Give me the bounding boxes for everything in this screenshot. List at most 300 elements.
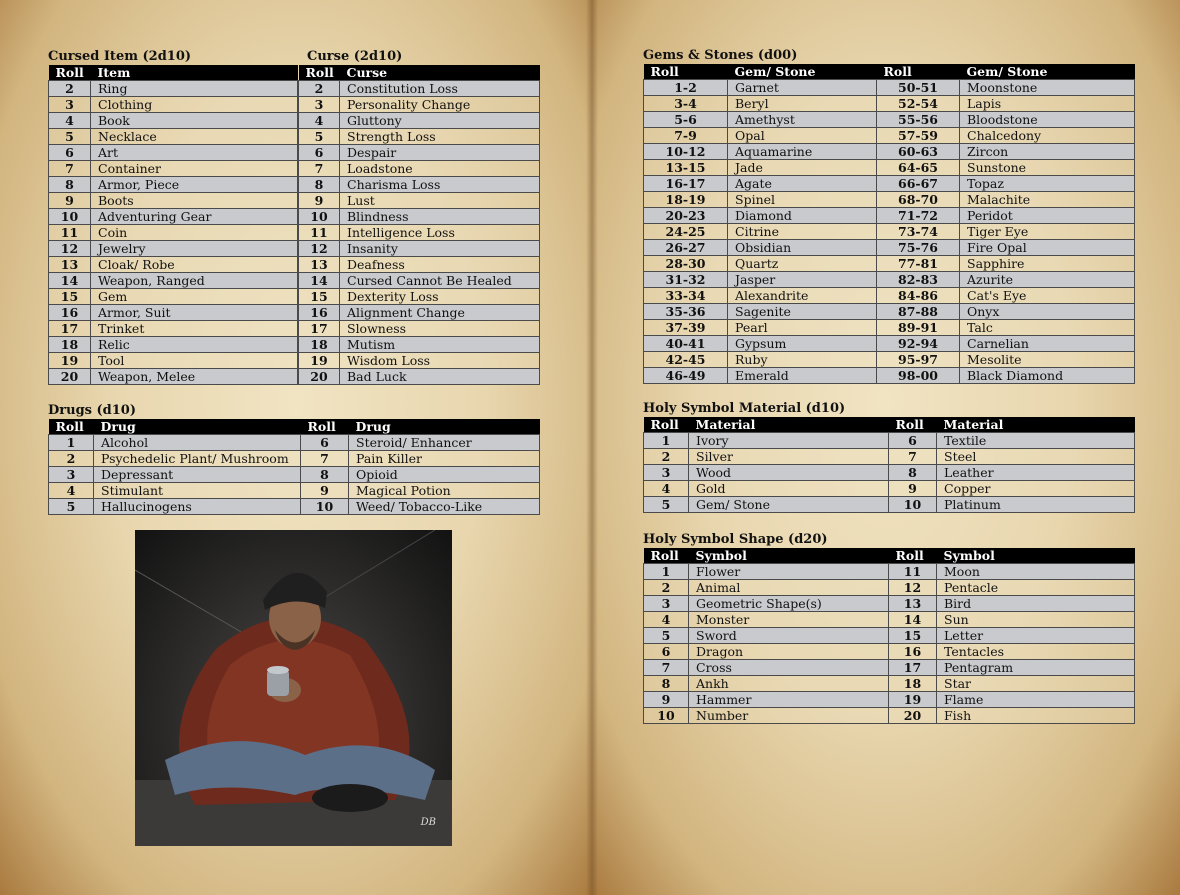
table-row xyxy=(49,177,298,193)
roll-cell: 20-23 xyxy=(644,208,728,224)
result-cell: Sunstone xyxy=(960,160,1135,176)
roll-cell: 7 xyxy=(644,660,689,676)
result-cell: Gold xyxy=(689,481,889,497)
result-cell: Insanity xyxy=(340,241,540,257)
table-row xyxy=(644,176,1135,192)
table-row xyxy=(299,369,540,385)
result-cell: Blindness xyxy=(340,209,540,225)
roll-cell: 18-19 xyxy=(644,192,728,208)
gems-table xyxy=(643,64,1135,384)
table-row xyxy=(644,96,1135,112)
cursed-item-table xyxy=(48,65,298,385)
table-row xyxy=(644,80,1135,96)
result-cell: Strength Loss xyxy=(340,129,540,145)
table-row xyxy=(299,305,540,321)
table-row xyxy=(299,97,540,113)
table-row xyxy=(49,225,298,241)
table-row xyxy=(49,209,298,225)
roll-cell: 2 xyxy=(49,451,94,467)
table-row xyxy=(299,193,540,209)
result-cell: Aquamarine xyxy=(728,144,877,160)
result-cell: Onyx xyxy=(960,304,1135,320)
result-cell: Monster xyxy=(689,612,889,628)
roll-cell: 17 xyxy=(49,321,91,337)
roll-cell: 2 xyxy=(49,81,91,97)
table-row xyxy=(644,208,1135,224)
result-cell: Beryl xyxy=(728,96,877,112)
table-row xyxy=(644,612,1135,628)
result-cell: Black Diamond xyxy=(960,368,1135,384)
result-cell: Cursed Cannot Be Healed xyxy=(340,273,540,289)
roll-cell: 20 xyxy=(299,369,340,385)
roll-cell: 14 xyxy=(889,612,937,628)
table-row xyxy=(299,161,540,177)
roll-cell: 37-39 xyxy=(644,320,728,336)
table-row xyxy=(644,449,1135,465)
column-header: Gem/ Stone xyxy=(960,64,1135,80)
result-cell: Tentacles xyxy=(937,644,1135,660)
roll-cell: 26-27 xyxy=(644,240,728,256)
column-header: Roll xyxy=(644,548,689,564)
column-header: Roll xyxy=(301,419,349,435)
result-cell: Geometric Shape(s) xyxy=(689,596,889,612)
drugs-table xyxy=(48,419,540,515)
result-cell: Adventuring Gear xyxy=(91,209,298,225)
roll-cell: 89-91 xyxy=(877,320,960,336)
table-row xyxy=(299,129,540,145)
roll-cell: 7 xyxy=(889,449,937,465)
result-cell: Flower xyxy=(689,564,889,580)
result-cell: Wood xyxy=(689,465,889,481)
roll-cell: 42-45 xyxy=(644,352,728,368)
table-header-row xyxy=(644,548,1135,564)
roll-cell: 50-51 xyxy=(877,80,960,96)
roll-cell: 66-67 xyxy=(877,176,960,192)
table-row xyxy=(299,273,540,289)
beggar-figure-illustration xyxy=(135,530,452,846)
result-cell: Carnelian xyxy=(960,336,1135,352)
roll-cell: 52-54 xyxy=(877,96,960,112)
roll-cell: 9 xyxy=(889,481,937,497)
result-cell: Weapon, Ranged xyxy=(91,273,298,289)
result-cell: Slowness xyxy=(340,321,540,337)
roll-cell: 46-49 xyxy=(644,368,728,384)
result-cell: Citrine xyxy=(728,224,877,240)
result-cell: Constitution Loss xyxy=(340,81,540,97)
result-cell: Magical Potion xyxy=(349,483,540,499)
table-row xyxy=(49,145,298,161)
illustration-beggar xyxy=(135,530,452,846)
column-header: Drug xyxy=(349,419,540,435)
result-cell: Gem/ Stone xyxy=(689,497,889,513)
result-cell: Ivory xyxy=(689,433,889,449)
roll-cell: 2 xyxy=(644,580,689,596)
result-cell: Art xyxy=(91,145,298,161)
result-cell: Weed/ Tobacco-Like xyxy=(349,499,540,515)
holy-material-title: Holy Symbol Material (d10) xyxy=(643,401,846,416)
column-header: Symbol xyxy=(937,548,1135,564)
table-row xyxy=(644,708,1135,724)
roll-cell: 10 xyxy=(299,209,340,225)
roll-cell: 3 xyxy=(299,97,340,113)
result-cell: Mutism xyxy=(340,337,540,353)
roll-cell: 17 xyxy=(889,660,937,676)
result-cell: Tiger Eye xyxy=(960,224,1135,240)
roll-cell: 19 xyxy=(49,353,91,369)
roll-cell: 9 xyxy=(301,483,349,499)
roll-cell: 7-9 xyxy=(644,128,728,144)
result-cell: Psychedelic Plant/ Mushroom xyxy=(94,451,301,467)
result-cell: Coin xyxy=(91,225,298,241)
result-cell: Leather xyxy=(937,465,1135,481)
roll-cell: 18 xyxy=(889,676,937,692)
table-row xyxy=(644,240,1135,256)
result-cell: Ring xyxy=(91,81,298,97)
roll-cell: 11 xyxy=(49,225,91,241)
table-row xyxy=(644,112,1135,128)
roll-cell: 55-56 xyxy=(877,112,960,128)
table-row xyxy=(299,209,540,225)
table-row xyxy=(644,692,1135,708)
roll-cell: 12 xyxy=(889,580,937,596)
roll-cell: 60-63 xyxy=(877,144,960,160)
table-row xyxy=(644,320,1135,336)
result-cell: Container xyxy=(91,161,298,177)
table-row xyxy=(299,337,540,353)
table-row xyxy=(49,241,298,257)
roll-cell: 3 xyxy=(49,97,91,113)
result-cell: Deafness xyxy=(340,257,540,273)
roll-cell: 18 xyxy=(49,337,91,353)
roll-cell: 10 xyxy=(49,209,91,225)
holy-shape-table xyxy=(643,548,1135,724)
table-row xyxy=(49,435,540,451)
drugs-title: Drugs (d10) xyxy=(48,403,136,418)
holy-shape-block xyxy=(643,531,1135,724)
result-cell: Gluttony xyxy=(340,113,540,129)
roll-cell: 12 xyxy=(49,241,91,257)
table-row xyxy=(49,353,298,369)
result-cell: Textile xyxy=(937,433,1135,449)
roll-cell: 95-97 xyxy=(877,352,960,368)
result-cell: Agate xyxy=(728,176,877,192)
table-row xyxy=(644,580,1135,596)
roll-cell: 13-15 xyxy=(644,160,728,176)
roll-cell: 11 xyxy=(889,564,937,580)
roll-cell: 4 xyxy=(644,612,689,628)
roll-cell: 40-41 xyxy=(644,336,728,352)
result-cell: Lapis xyxy=(960,96,1135,112)
table-row xyxy=(49,161,298,177)
table-row xyxy=(644,644,1135,660)
roll-cell: 3 xyxy=(644,596,689,612)
column-header: Roll xyxy=(889,417,937,433)
result-cell: Azurite xyxy=(960,272,1135,288)
curse-block xyxy=(298,48,540,385)
roll-cell: 14 xyxy=(49,273,91,289)
roll-cell: 7 xyxy=(301,451,349,467)
result-cell: Fire Opal xyxy=(960,240,1135,256)
table-row xyxy=(644,192,1135,208)
result-cell: Trinket xyxy=(91,321,298,337)
result-cell: Cloak/ Robe xyxy=(91,257,298,273)
result-cell: Talc xyxy=(960,320,1135,336)
roll-cell: 28-30 xyxy=(644,256,728,272)
result-cell: Stimulant xyxy=(94,483,301,499)
roll-cell: 9 xyxy=(49,193,91,209)
result-cell: Sagenite xyxy=(728,304,877,320)
table-row xyxy=(49,467,540,483)
roll-cell: 18 xyxy=(299,337,340,353)
table-row xyxy=(644,144,1135,160)
result-cell: Chalcedony xyxy=(960,128,1135,144)
table-row xyxy=(644,497,1135,513)
column-header: Gem/ Stone xyxy=(728,64,877,80)
table-header-row xyxy=(644,64,1135,80)
table-row xyxy=(644,596,1135,612)
result-cell: Cross xyxy=(689,660,889,676)
column-header: Roll xyxy=(49,65,91,81)
roll-cell: 7 xyxy=(299,161,340,177)
result-cell: Boots xyxy=(91,193,298,209)
column-header: Roll xyxy=(49,419,94,435)
table-row xyxy=(644,628,1135,644)
roll-cell: 10 xyxy=(889,497,937,513)
table-row xyxy=(644,564,1135,580)
roll-cell: 64-65 xyxy=(877,160,960,176)
result-cell: Armor, Piece xyxy=(91,177,298,193)
result-cell: Weapon, Melee xyxy=(91,369,298,385)
table-row xyxy=(644,676,1135,692)
result-cell: Gypsum xyxy=(728,336,877,352)
roll-cell: 6 xyxy=(889,433,937,449)
table-row xyxy=(644,336,1135,352)
table-row xyxy=(644,128,1135,144)
roll-cell: 68-70 xyxy=(877,192,960,208)
holy-material-block xyxy=(643,400,1135,513)
result-cell: Ankh xyxy=(689,676,889,692)
roll-cell: 16 xyxy=(299,305,340,321)
roll-cell: 15 xyxy=(49,289,91,305)
table-row xyxy=(644,272,1135,288)
result-cell: Bird xyxy=(937,596,1135,612)
table-row xyxy=(49,321,298,337)
result-cell: Steel xyxy=(937,449,1135,465)
column-header: Symbol xyxy=(689,548,889,564)
result-cell: Bloodstone xyxy=(960,112,1135,128)
result-cell: Amethyst xyxy=(728,112,877,128)
column-header: Roll xyxy=(644,417,689,433)
result-cell: Dexterity Loss xyxy=(340,289,540,305)
roll-cell: 73-74 xyxy=(877,224,960,240)
result-cell: Alignment Change xyxy=(340,305,540,321)
table-row xyxy=(49,337,298,353)
roll-cell: 9 xyxy=(299,193,340,209)
roll-cell: 5 xyxy=(49,129,91,145)
result-cell: Personality Change xyxy=(340,97,540,113)
result-cell: Book xyxy=(91,113,298,129)
result-cell: Pentagram xyxy=(937,660,1135,676)
result-cell: Platinum xyxy=(937,497,1135,513)
table-header-row xyxy=(299,65,540,81)
roll-cell: 8 xyxy=(644,676,689,692)
result-cell: Jasper xyxy=(728,272,877,288)
result-cell: Opal xyxy=(728,128,877,144)
roll-cell: 82-83 xyxy=(877,272,960,288)
roll-cell: 17 xyxy=(299,321,340,337)
result-cell: Bad Luck xyxy=(340,369,540,385)
result-cell: Spinel xyxy=(728,192,877,208)
roll-cell: 75-76 xyxy=(877,240,960,256)
roll-cell: 1 xyxy=(644,433,689,449)
roll-cell: 87-88 xyxy=(877,304,960,320)
roll-cell: 10 xyxy=(644,708,689,724)
result-cell: Letter xyxy=(937,628,1135,644)
roll-cell: 2 xyxy=(644,449,689,465)
result-cell: Alcohol xyxy=(94,435,301,451)
roll-cell: 7 xyxy=(49,161,91,177)
holy-material-table xyxy=(643,417,1135,513)
roll-cell: 3-4 xyxy=(644,96,728,112)
roll-cell: 1 xyxy=(49,435,94,451)
table-row xyxy=(49,273,298,289)
roll-cell: 15 xyxy=(299,289,340,305)
column-header: Roll xyxy=(889,548,937,564)
table-row xyxy=(49,289,298,305)
table-row xyxy=(49,193,298,209)
column-header: Item xyxy=(91,65,298,81)
table-row xyxy=(644,660,1135,676)
result-cell: Fish xyxy=(937,708,1135,724)
result-cell: Moon xyxy=(937,564,1135,580)
roll-cell: 6 xyxy=(301,435,349,451)
roll-cell: 57-59 xyxy=(877,128,960,144)
column-header: Roll xyxy=(877,64,960,80)
roll-cell: 2 xyxy=(299,81,340,97)
table-row xyxy=(299,177,540,193)
roll-cell: 24-25 xyxy=(644,224,728,240)
artist-signature: DB xyxy=(420,817,436,828)
result-cell: Pearl xyxy=(728,320,877,336)
result-cell: Flame xyxy=(937,692,1135,708)
book-spine xyxy=(586,0,598,895)
cursed-item-title: Cursed Item (2d10) xyxy=(48,49,192,64)
roll-cell: 13 xyxy=(889,596,937,612)
roll-cell: 6 xyxy=(299,145,340,161)
roll-cell: 4 xyxy=(49,113,91,129)
roll-cell: 3 xyxy=(49,467,94,483)
roll-cell: 13 xyxy=(49,257,91,273)
result-cell: Mesolite xyxy=(960,352,1135,368)
table-row xyxy=(299,353,540,369)
table-row xyxy=(644,352,1135,368)
result-cell: Topaz xyxy=(960,176,1135,192)
table-row xyxy=(299,241,540,257)
roll-cell: 31-32 xyxy=(644,272,728,288)
roll-cell: 12 xyxy=(299,241,340,257)
result-cell: Jade xyxy=(728,160,877,176)
result-cell: Intelligence Loss xyxy=(340,225,540,241)
table-row xyxy=(49,499,540,515)
result-cell: Quartz xyxy=(728,256,877,272)
roll-cell: 11 xyxy=(299,225,340,241)
roll-cell: 92-94 xyxy=(877,336,960,352)
result-cell: Steroid/ Enhancer xyxy=(349,435,540,451)
table-row xyxy=(644,256,1135,272)
table-row xyxy=(49,97,298,113)
result-cell: Ruby xyxy=(728,352,877,368)
table-row xyxy=(644,433,1135,449)
roll-cell: 5 xyxy=(644,628,689,644)
table-row xyxy=(299,81,540,97)
result-cell: Sun xyxy=(937,612,1135,628)
holy-shape-title: Holy Symbol Shape (d20) xyxy=(643,532,828,547)
roll-cell: 33-34 xyxy=(644,288,728,304)
result-cell: Hammer xyxy=(689,692,889,708)
column-header: Material xyxy=(937,417,1135,433)
result-cell: Malachite xyxy=(960,192,1135,208)
column-header: Material xyxy=(689,417,889,433)
roll-cell: 71-72 xyxy=(877,208,960,224)
roll-cell: 20 xyxy=(49,369,91,385)
gems-block xyxy=(643,47,1135,384)
result-cell: Zircon xyxy=(960,144,1135,160)
column-header: Roll xyxy=(644,64,728,80)
result-cell: Charisma Loss xyxy=(340,177,540,193)
result-cell: Pentacle xyxy=(937,580,1135,596)
result-cell: Loadstone xyxy=(340,161,540,177)
table-row xyxy=(299,321,540,337)
roll-cell: 77-81 xyxy=(877,256,960,272)
roll-cell: 15 xyxy=(889,628,937,644)
result-cell: Dragon xyxy=(689,644,889,660)
result-cell: Opioid xyxy=(349,467,540,483)
roll-cell: 19 xyxy=(889,692,937,708)
result-cell: Necklace xyxy=(91,129,298,145)
roll-cell: 5 xyxy=(49,499,94,515)
result-cell: Armor, Suit xyxy=(91,305,298,321)
result-cell: Number xyxy=(689,708,889,724)
cursed-item-block xyxy=(48,48,298,385)
table-row xyxy=(49,257,298,273)
result-cell: Moonstone xyxy=(960,80,1135,96)
table-row xyxy=(644,465,1135,481)
roll-cell: 16 xyxy=(49,305,91,321)
table-row xyxy=(299,289,540,305)
table-row xyxy=(644,160,1135,176)
table-row xyxy=(644,304,1135,320)
table-row xyxy=(49,305,298,321)
curse-title: Curse (2d10) xyxy=(307,49,403,64)
result-cell: Silver xyxy=(689,449,889,465)
table-header-row xyxy=(49,65,298,81)
column-header: Curse xyxy=(340,65,540,81)
roll-cell: 14 xyxy=(299,273,340,289)
table-row xyxy=(49,113,298,129)
result-cell: Depressant xyxy=(94,467,301,483)
result-cell: Alexandrite xyxy=(728,288,877,304)
roll-cell: 5 xyxy=(644,497,689,513)
result-cell: Copper xyxy=(937,481,1135,497)
result-cell: Tool xyxy=(91,353,298,369)
result-cell: Diamond xyxy=(728,208,877,224)
roll-cell: 8 xyxy=(889,465,937,481)
roll-cell: 5-6 xyxy=(644,112,728,128)
roll-cell: 6 xyxy=(644,644,689,660)
result-cell: Clothing xyxy=(91,97,298,113)
roll-cell: 5 xyxy=(299,129,340,145)
table-row xyxy=(644,288,1135,304)
